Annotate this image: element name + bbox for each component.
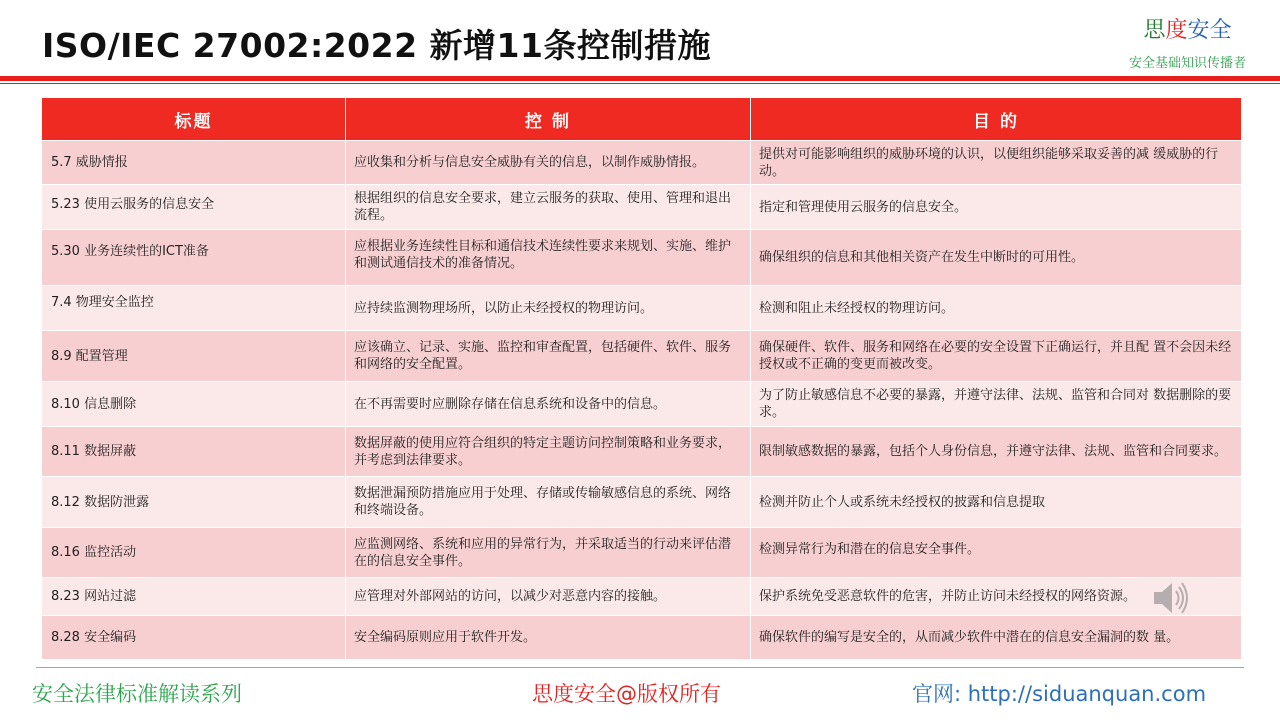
table-row <box>42 185 1242 230</box>
cell-control: 应收集和分析与信息安全威胁有关的信息，以制作威胁情报。 <box>346 141 751 185</box>
footer-website-link[interactable]: 官网: http://siduanquan.com <box>912 682 1207 706</box>
cell-control: 应监测网络、系统和应用的异常行为，并采取适当的行动来评估潜在的信息安全事件。 <box>346 528 751 578</box>
cell-title: 8.11 数据屏蔽 <box>42 427 346 477</box>
table-row <box>42 331 1242 382</box>
cell-title: 8.10 信息删除 <box>42 382 346 427</box>
page-title: ISO/IEC 27002:2022 新增11条控制措施 <box>42 26 711 65</box>
cell-title: 8.23 网站过滤 <box>42 578 346 616</box>
cell-title: 8.12 数据防泄露 <box>42 477 346 528</box>
header-purpose: 目 的 <box>751 98 1242 141</box>
header-title: 标题 <box>42 98 346 141</box>
cell-purpose: 为了防止敏感信息不必要的暴露，并遵守法律、法规、监管和合同对 数据删除的要求。 <box>751 382 1242 427</box>
table-row <box>42 230 1242 286</box>
cell-control: 应管理对外部网站的访问，以减少对恶意内容的接触。 <box>346 578 751 616</box>
table-header-row <box>42 98 1242 141</box>
cell-title: 8.9 配置管理 <box>42 331 346 382</box>
brand-name-part1: 思 <box>1143 18 1166 43</box>
controls-table <box>41 97 1242 660</box>
cell-purpose: 限制敏感数据的暴露，包括个人身份信息，并遵守法律、法规、监管和合同要求。 <box>751 427 1242 477</box>
cell-title: 5.30 业务连续性的ICT准备 <box>42 230 346 286</box>
cell-title: 5.7 威胁情报 <box>42 141 346 185</box>
table-row <box>42 427 1242 477</box>
speaker-icon[interactable] <box>1150 578 1190 618</box>
table-row <box>42 578 1242 616</box>
table-row <box>42 528 1242 578</box>
cell-title: 8.28 安全编码 <box>42 616 346 660</box>
cell-control: 根据组织的信息安全要求，建立云服务的获取、使用、管理和退出流程。 <box>346 185 751 230</box>
cell-control: 应持续监测物理场所，以防止未经授权的物理访问。 <box>346 286 751 331</box>
cell-purpose: 确保软件的编写是安全的，从而减少软件中潜在的信息安全漏洞的数 量。 <box>751 616 1242 660</box>
footer-copyright: 思度安全@版权所有 <box>532 682 721 706</box>
cell-control: 应根据业务连续性目标和通信技术连续性要求来规划、实施、维护和测试通信技术的准备情况。 <box>346 230 751 286</box>
cell-purpose: 保护系统免受恶意软件的危害，并防止访问未经授权的网络资源。 <box>751 578 1242 616</box>
cell-purpose: 检测异常行为和潜在的信息安全事件。 <box>751 528 1242 578</box>
footer-series: 安全法律标准解读系列 <box>32 682 242 706</box>
cell-control: 数据泄漏预防措施应用于处理、存储或传输敏感信息的系统、网络和终端设备。 <box>346 477 751 528</box>
brand-tagline: 安全基础知识传播者 <box>1128 56 1246 71</box>
cell-purpose: 检测和阻止未经授权的物理访问。 <box>751 286 1242 331</box>
cell-title: 5.23 使用云服务的信息安全 <box>42 185 346 230</box>
brand-name-part3: 安全 <box>1187 18 1232 43</box>
brand-logo <box>1129 16 1246 71</box>
cell-control: 应该确立、记录、实施、监控和审查配置，包括硬件、软件、服务和网络的安全配置。 <box>346 331 751 382</box>
cell-control: 在不再需要时应删除存储在信息系统和设备中的信息。 <box>346 382 751 427</box>
header-divider <box>0 76 1280 81</box>
cell-title: 8.16 监控活动 <box>42 528 346 578</box>
table-row <box>42 286 1242 331</box>
table-row <box>42 382 1242 427</box>
cell-purpose: 确保组织的信息和其他相关资产在发生中断时的可用性。 <box>751 230 1242 286</box>
cell-purpose: 指定和管理使用云服务的信息安全。 <box>751 185 1242 230</box>
table-row <box>42 141 1242 185</box>
table-row <box>42 477 1242 528</box>
footer-divider <box>36 667 1244 668</box>
cell-purpose: 确保硬件、软件、服务和网络在必要的安全设置下正确运行，并且配 置不会因未经授权或不正确的变更而被改变。 <box>751 331 1242 382</box>
cell-purpose: 提供对可能影响组织的威胁环境的认识，以便组织能够采取妥善的减 缓威胁的行动。 <box>751 141 1242 185</box>
cell-title: 7.4 物理安全监控 <box>42 286 346 331</box>
header-control: 控 制 <box>346 98 751 141</box>
brand-name-part2: 度 <box>1165 18 1188 43</box>
table-row <box>42 616 1242 660</box>
brand-name <box>1129 16 1246 46</box>
cell-purpose: 检测并防止个人或系统未经授权的披露和信息提取 <box>751 477 1242 528</box>
cell-control: 安全编码原则应用于软件开发。 <box>346 616 751 660</box>
header-divider-thin <box>0 83 1280 84</box>
cell-control: 数据屏蔽的使用应符合组织的特定主题访问控制策略和业务要求，并考虑到法律要求。 <box>346 427 751 477</box>
